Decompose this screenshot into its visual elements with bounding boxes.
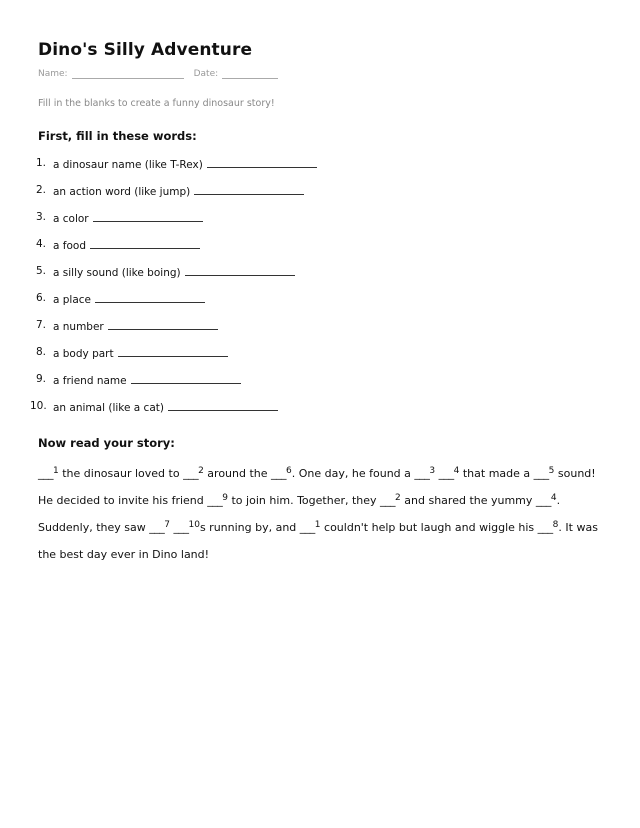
word-label: a color [53, 213, 89, 225]
word-prompt [53, 345, 228, 361]
word-prompt [53, 237, 200, 253]
word-blank-field[interactable] [108, 318, 218, 330]
story-blank: ___ [38, 467, 53, 480]
word-prompt [53, 183, 304, 199]
word-prompt [53, 318, 218, 334]
word-prompt [53, 291, 205, 307]
word-blank-field[interactable] [118, 345, 228, 357]
story-text: . One day, he found a [291, 467, 415, 480]
story-text: . Suddenly, they saw [38, 494, 561, 534]
story-text: the dinosaur loved to [58, 467, 184, 480]
word-item [35, 183, 608, 210]
story-blank-ref: 8 [552, 520, 559, 530]
word-number: 4. [35, 238, 46, 250]
story-blank-ref: 3 [429, 466, 436, 476]
word-item [35, 345, 608, 372]
word-label: a body part [53, 348, 114, 360]
story-blank-ref: 4 [453, 466, 460, 476]
word-number: 7. [35, 319, 46, 331]
word-label: a silly sound (like boing) [53, 267, 181, 279]
story-text: sound! He decided to invite his friend [38, 467, 596, 507]
word-prompt [53, 399, 278, 415]
story-blank-ref: 9 [222, 493, 228, 503]
word-label: an animal (like a cat) [53, 402, 164, 414]
date-label: Date: [193, 69, 219, 79]
word-number: 5. [35, 265, 46, 277]
words-heading: First, fill in these words: [38, 129, 197, 143]
page-title: Dino's Silly Adventure [38, 40, 253, 60]
story-blank: ___ [535, 494, 551, 507]
word-blank-field[interactable] [194, 183, 304, 195]
word-number: 2. [35, 184, 46, 196]
story-blank: ___ [173, 521, 189, 534]
story-blank-ref: 2 [395, 493, 401, 503]
word-item [35, 237, 608, 264]
word-item [35, 156, 608, 183]
story-blank: ___ [299, 521, 315, 534]
word-number: 6. [35, 292, 46, 304]
word-prompt [53, 210, 203, 226]
story-blank: ___ [207, 494, 223, 507]
word-label: a number [53, 321, 104, 333]
story-blank: ___ [537, 521, 553, 534]
story-blank-ref: 5 [548, 466, 555, 476]
story-text: around the [203, 467, 272, 480]
word-item [35, 372, 608, 399]
story-paragraph [38, 460, 604, 568]
story-blank-ref: 10 [188, 520, 200, 530]
word-label: a place [53, 294, 92, 306]
word-prompt [53, 156, 317, 172]
word-prompt [53, 264, 295, 280]
story-blank-ref: 4 [550, 493, 557, 503]
story-text: . It was the best day ever in Dino land! [38, 521, 598, 561]
story-blank-ref: 2 [198, 466, 204, 476]
word-list [30, 156, 608, 426]
word-blank-field[interactable] [185, 264, 295, 276]
name-date-row [38, 69, 608, 79]
date-field[interactable] [222, 69, 278, 79]
story-text: to join him. Together, they [228, 494, 381, 507]
word-blank-field[interactable] [207, 156, 317, 168]
word-label: a food [53, 240, 86, 252]
word-number: 3. [35, 211, 46, 223]
story-text: and shared the yummy [400, 494, 536, 507]
word-item [35, 318, 608, 345]
story-blank: ___ [380, 494, 396, 507]
story-blank: ___ [414, 467, 430, 480]
story-blank: ___ [149, 521, 165, 534]
story-blank: ___ [533, 467, 549, 480]
story-blank-ref: 6 [286, 466, 292, 476]
word-blank-field[interactable] [131, 372, 241, 384]
word-blank-field[interactable] [93, 210, 203, 222]
story-text: that made a [459, 467, 534, 480]
word-label: an action word (like jump) [53, 186, 191, 198]
word-number: 1. [35, 157, 46, 169]
word-item [35, 210, 608, 237]
word-number: 8. [35, 346, 46, 358]
word-number: 9. [35, 373, 46, 385]
word-blank-field[interactable] [168, 399, 278, 411]
story-text: couldn't help but laugh and wiggle his [320, 521, 538, 534]
word-number: 10. [30, 400, 47, 412]
name-label: Name: [38, 69, 68, 79]
word-item [30, 399, 608, 426]
word-blank-field[interactable] [90, 237, 200, 249]
word-label: a friend name [53, 375, 127, 387]
story-text: s running by, and [199, 521, 300, 534]
word-item [35, 264, 608, 291]
story-blank-ref: 1 [53, 466, 59, 476]
instructions: Fill in the blanks to create a funny dinosaur story! [38, 98, 275, 109]
story-blank-ref: 1 [314, 520, 321, 530]
word-label: a dinosaur name (like T-Rex) [53, 159, 203, 171]
name-field[interactable] [72, 69, 184, 79]
word-item [35, 291, 608, 318]
story-blank: ___ [183, 467, 199, 480]
story-blank-ref: 7 [164, 520, 170, 530]
story-heading: Now read your story: [38, 436, 175, 450]
word-prompt [53, 372, 241, 388]
story-blank: ___ [271, 467, 287, 480]
worksheet [30, 40, 608, 568]
story-blank: ___ [438, 467, 454, 480]
word-blank-field[interactable] [95, 291, 205, 303]
